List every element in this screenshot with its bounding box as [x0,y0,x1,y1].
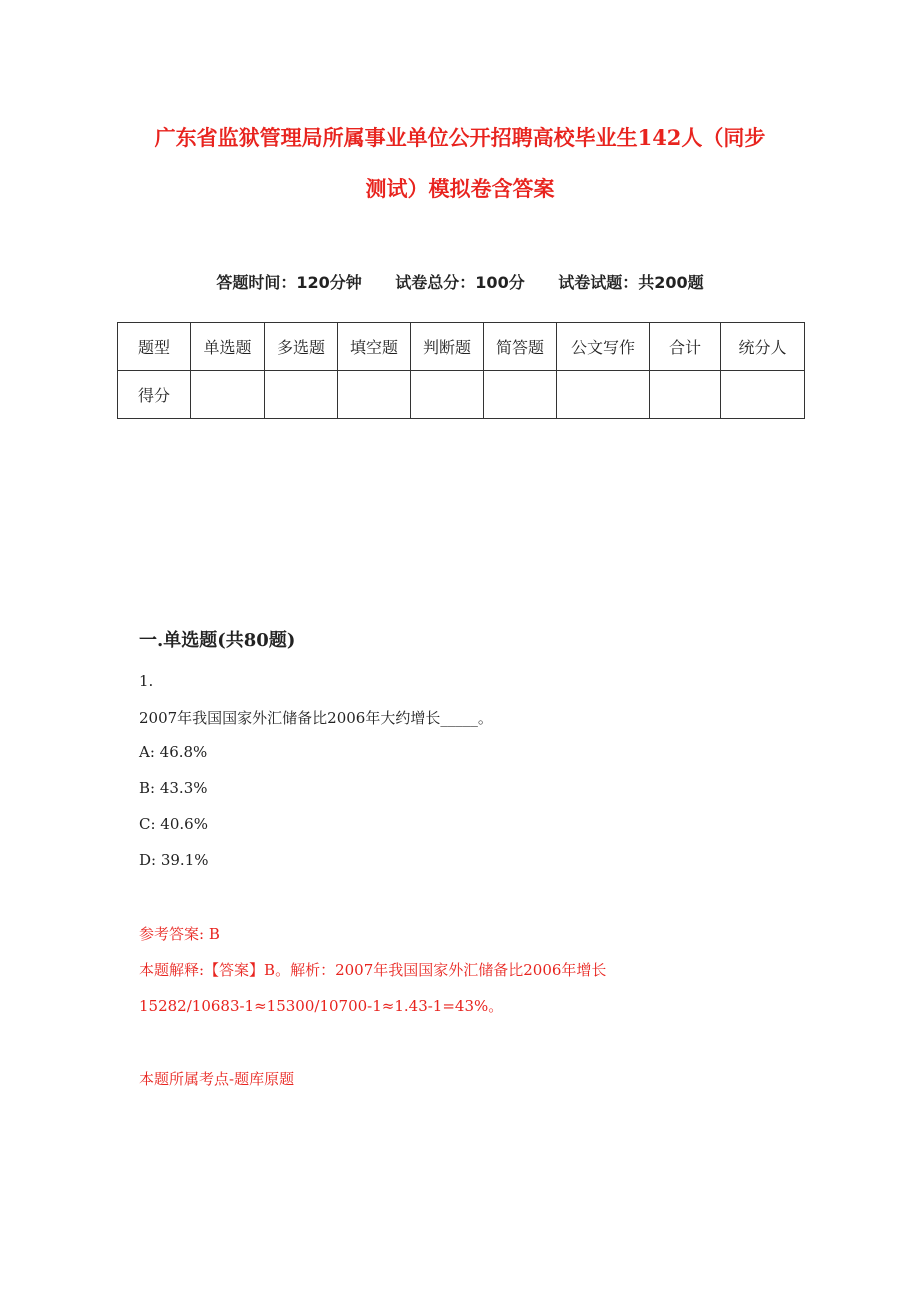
table-cell [338,371,411,419]
table-header: 题型 [118,323,191,371]
section-title: 一.单选题(共80题) [139,630,296,651]
table-cell [721,371,805,419]
option-a: A: 46.8% [139,743,208,761]
table-header-row [118,323,805,371]
table-cell [484,371,557,419]
table-row [118,371,805,419]
table-cell [191,371,265,419]
question-stem: 2007年我国国家外汇储备比2006年大约增长_____。 [139,709,493,727]
doc-title-line1: 广东省监狱管理局所属事业单位公开招聘高校毕业生142人（同步 [154,125,766,150]
exam-total-score: 试卷总分：100分 [395,273,525,292]
doc-title-line2: 测试）模拟卷含答案 [365,176,555,201]
question-topic: 本题所属考点-题库原题 [139,1070,295,1088]
table-header: 公文写作 [557,323,650,371]
table-header: 简答题 [484,323,557,371]
table-cell [557,371,650,419]
table-header: 多选题 [265,323,338,371]
question-number: 1. [139,672,154,690]
table-header: 合计 [650,323,721,371]
exam-question-count: 试卷试题：共200题 [558,273,704,292]
reference-answer: 参考答案: B [139,925,220,943]
table-cell [265,371,338,419]
row-label: 得分 [118,371,191,419]
score-table [117,322,805,419]
explanation-line1: 本题解释:【答案】B。解析：2007年我国国家外汇储备比2006年增长 [139,961,607,979]
table-header: 统分人 [721,323,805,371]
exam-meta [0,270,920,293]
explanation-line2: 15282/10683-1≈15300/10700-1≈1.43-1=43%。 [139,997,504,1015]
table-cell [411,371,484,419]
option-b: B: 43.3% [139,779,208,797]
table-header: 单选题 [191,323,265,371]
option-c: C: 40.6% [139,815,208,833]
option-d: D: 39.1% [139,851,209,869]
table-cell [650,371,721,419]
table-header: 判断题 [411,323,484,371]
table-header: 填空题 [338,323,411,371]
exam-time: 答题时间：120分钟 [216,273,362,292]
